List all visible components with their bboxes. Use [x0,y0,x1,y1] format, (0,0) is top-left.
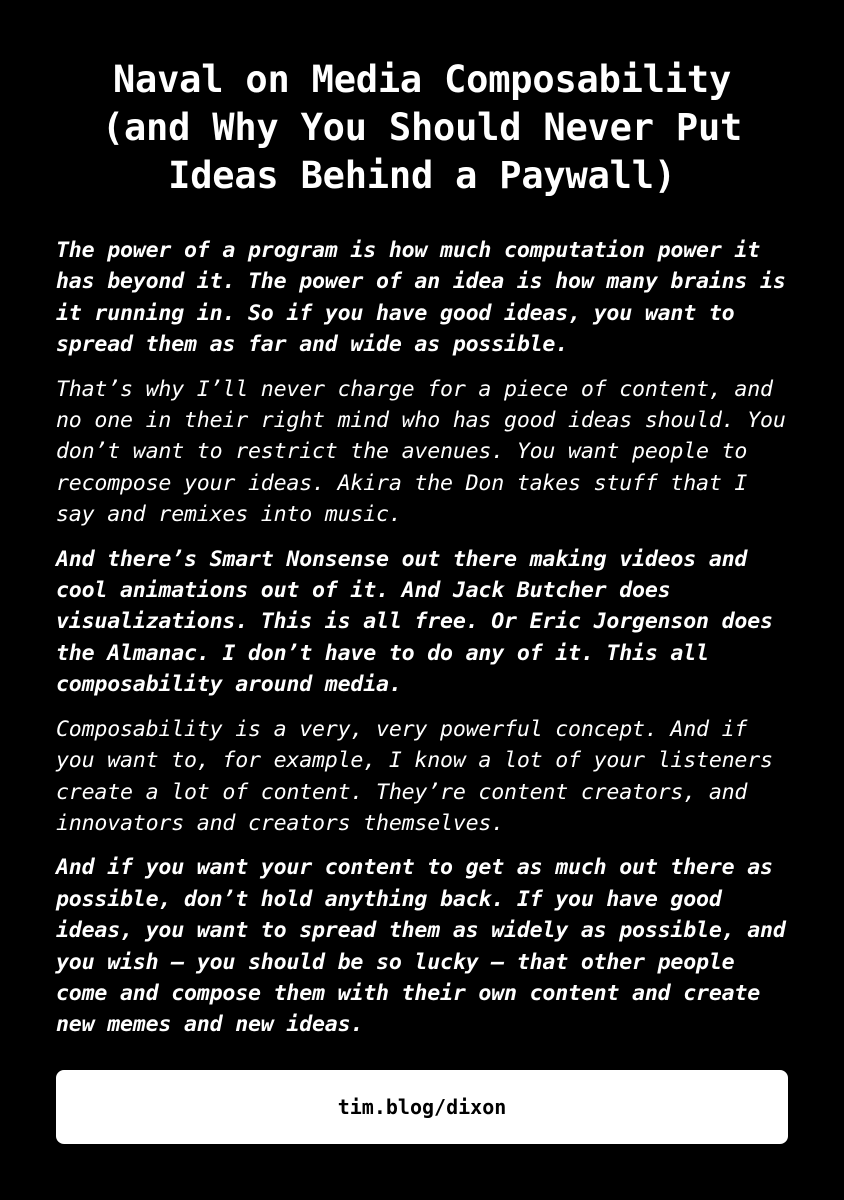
footer-link[interactable]: tim.blog/dixon [337,1095,507,1119]
paragraph-4: Composability is a very, very powerful concept. And if you want to, for example, I know a lot of your listeners create a lot of content. They’re content creators, and innovators and creators themselves. [56,716,773,836]
title-line-2: (and Why You Should Never Put [101,106,743,149]
paragraph-1: The power of a program is how much computation power it has beyond it. The power of an idea is how many brains is it running in. So if you have good ideas, you want to spread them as far and wide as possible. [56,238,786,358]
paragraph-3: And there’s Smart Nonsense out there making videos and cool animations out of it. And Jack Butcher does visualizations. This is all free. Or Eric Jorgenson does the Almanac. I don’t have to do any of it. This all composability around media. [56,546,773,698]
title-line-1: Naval on Media Composability [112,58,732,101]
title-line-3: Ideas Behind a Paywall) [168,154,676,197]
document-page [56,0,788,1041]
page-title [56,56,788,200]
paragraph-2: That’s why I’ll never charge for a piece of content, and no one in their right mind who has good ideas should. You don’t want to restrict the avenues. You want people to recompose your ideas. Akira the Don takes stuff that I say and remixes into music. [56,376,786,528]
paragraph-5: And if you want your content to get as much out there as possible, don’t hold anything back. If you have good ideas, you want to spread them as widely as possible, and you wish — you should be so lucky — that other people come and compose them with their own content and create new memes and new ideas. [56,855,786,1038]
footer-link-box[interactable] [56,1070,788,1144]
